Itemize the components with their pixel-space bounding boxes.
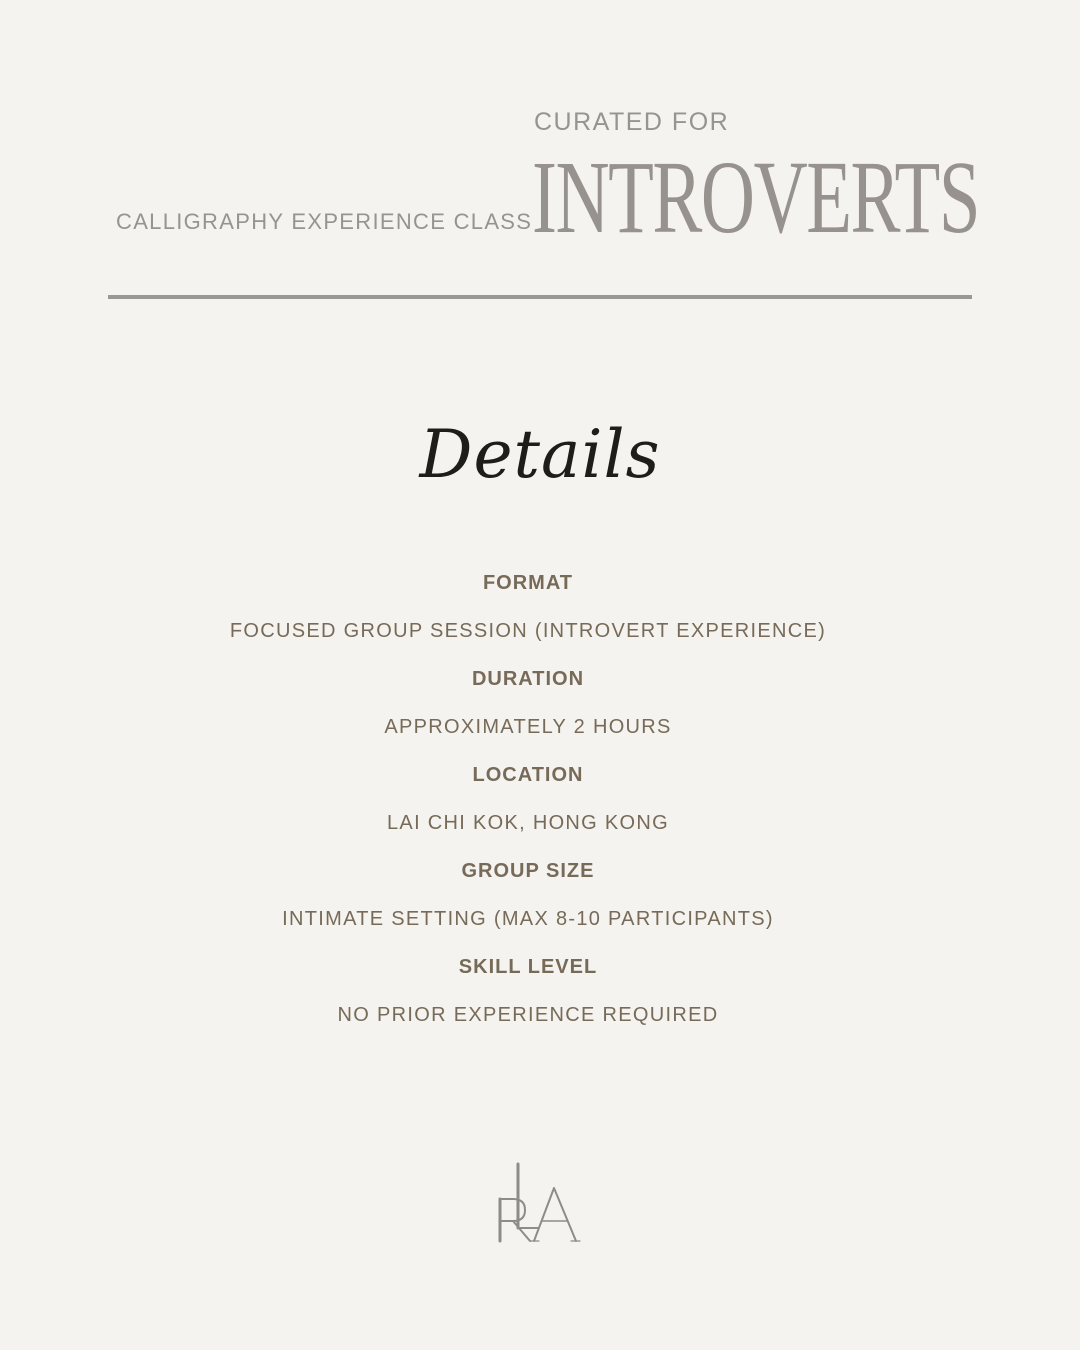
details-list (0, 566, 1068, 1046)
detail-value-skill-level: NO PRIOR EXPERIENCE REQUIRED (337, 1004, 719, 1026)
detail-label-skill-level: SKILL LEVEL (458, 956, 598, 978)
introverts-title: INTROVERTS (532, 140, 980, 255)
rla-monogram-logo-icon (486, 1158, 582, 1250)
detail-value-format: FOCUSED GROUP SESSION (INTROVERT EXPERIENCE) (229, 620, 827, 642)
detail-label-format: FORMAT (482, 572, 574, 594)
detail-label-group-size: GROUP SIZE (461, 860, 595, 882)
detail-label-location: LOCATION (472, 764, 584, 786)
details-heading: Details (419, 416, 661, 493)
curated-for-label: CURATED FOR (534, 108, 730, 136)
class-subtitle: CALLIGRAPHY EXPERIENCE CLASS (116, 209, 533, 234)
detail-value-group-size: INTIMATE SETTING (MAX 8-10 PARTICIPANTS) (282, 908, 774, 930)
divider-rule (108, 295, 972, 299)
detail-value-location: LAI CHI KOK, HONG KONG (387, 812, 669, 834)
detail-label-duration: DURATION (471, 668, 585, 690)
detail-value-duration: APPROXIMATELY 2 HOURS (384, 716, 672, 738)
